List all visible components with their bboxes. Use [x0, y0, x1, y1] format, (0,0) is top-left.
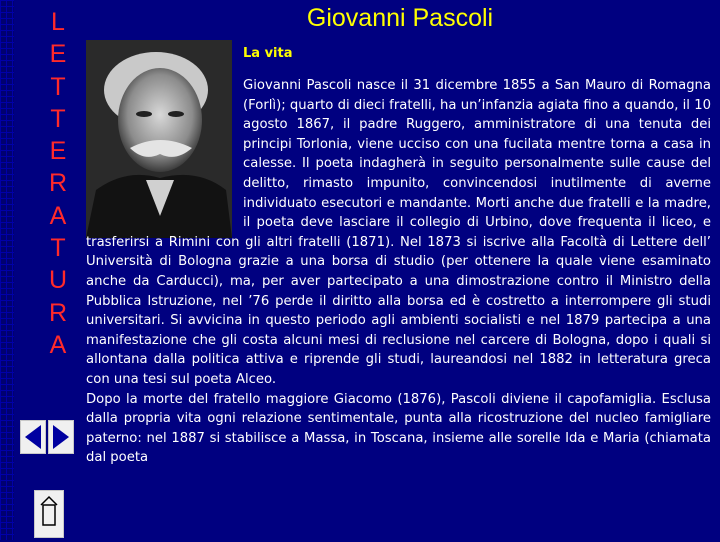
side-letter: T — [50, 104, 66, 133]
body-text — [86, 76, 711, 468]
side-letter: A — [49, 201, 67, 230]
decorative-stripe — [0, 0, 14, 540]
section-heading: La vita — [243, 46, 293, 61]
home-button[interactable] — [34, 490, 64, 538]
page-title: Giovanni Pascoli — [306, 4, 494, 32]
home-icon — [35, 491, 63, 537]
paragraph: Dopo la morte del fratello maggiore Giacomo (1876), Pascoli diviene il capofamiglia. Esclusa dalla propria vita ogni relazione sentimentale, punta alla ricostruzione del nucleo famigliare paterno: nel 1887 si stabilisce a Massa, in Toscana, insieme alle sorelle Ida e Maria (chiamata dal poeta — [86, 391, 711, 466]
side-letter: A — [49, 330, 67, 359]
side-letter: L — [51, 8, 65, 36]
side-letter: U — [48, 266, 68, 295]
portrait-spacer — [86, 76, 243, 230]
paragraph: Giovanni Pascoli nasce il 31 dicembre 1855 a San Mauro di Romagna (Forlì); quarto di dieci fratelli, ha un’infanzia agiata fino a quando, il 10 agosto 1867, il padre Ruggero, amministratore di una tenuta dei principi Torlonia, viene ucciso con una fucilata mentre torna a casa in calesse. Il poeta indagherà in seguito personalmente sulle cause del delitto, rimasto impunito, convincendosi inutilmente di averne individuato esecutori e mandante. Morti anche due fratelli e la madre, il poeta deve lasciare il collegio di Urbino, dove frequenta il liceo, e trasferirsi a Rimini con gli altri fratelli (1871). Nel 1873 si iscrive alla Facoltà di Lettere dell’ Università di Bologna grazie a una borsa di studio (per ottenere la quale viene esaminato anche da Carducci), ma, per aver partecipato a una dimostrazione contro il Ministro della Pubblica Istruzione, nel ’76 perde il diritto alla borsa ed è costretto a interrompere gli studi universitari. Si avvicina in questo periodo agli ambienti socialisti e nel 1879 partecipa a una manifestazione che gli costa alcuni mesi di reclusione nel carcere di Bologna, dopo i quali si allontana dalla politica attiva e riprende gli studi, laureandosi nel 1882 in letteratura greca con una tesi sul poeta Alceo. — [86, 78, 711, 387]
triangle-right-icon — [49, 421, 73, 453]
side-letter: T — [50, 234, 66, 263]
next-button[interactable] — [48, 420, 74, 454]
side-letter: T — [50, 72, 66, 101]
triangle-left-icon — [21, 421, 45, 453]
side-letter: R — [48, 298, 68, 327]
side-letter: E — [49, 40, 67, 69]
side-letter: E — [49, 137, 67, 166]
previous-button[interactable] — [20, 420, 46, 454]
side-letter: R — [48, 169, 68, 198]
side-title — [40, 6, 76, 361]
